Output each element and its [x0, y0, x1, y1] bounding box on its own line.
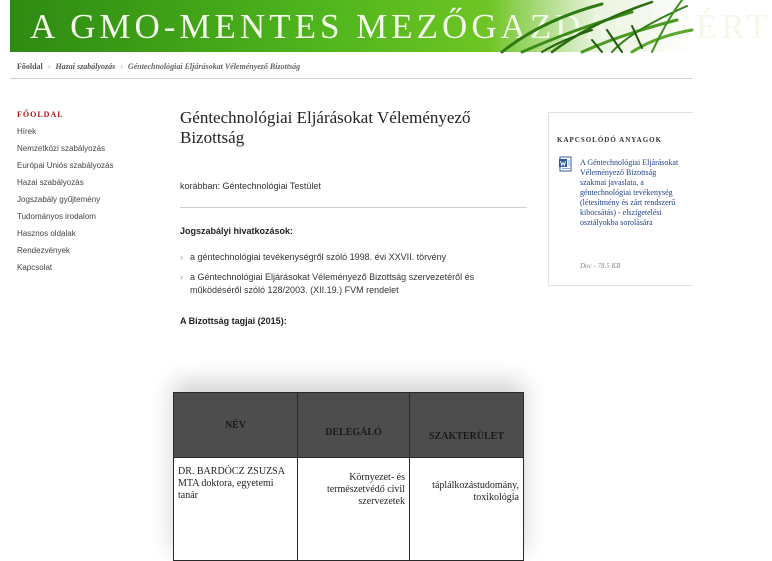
nav-item-hazai[interactable]: Hazai szabályozás [17, 178, 84, 187]
legal-references-heading: Jogszabályi hivatkozások: [180, 226, 294, 236]
nav-item-kapcsolat[interactable]: Kapcsolat [17, 263, 53, 272]
member-field: táplálkozástudomány, toxikológia [410, 458, 524, 561]
members-table [173, 392, 524, 561]
column-header-delegate: DELEGÁLÓ [298, 393, 410, 458]
nav-item-hirek[interactable]: Hírek [17, 127, 37, 136]
related-document-meta: Doc - 78.5 KB [580, 262, 621, 270]
related-materials-box [548, 112, 693, 286]
nav-item-nemzetkozi[interactable]: Nemzetközi szabályozás [17, 144, 106, 153]
table-row [174, 458, 524, 561]
left-navigation [17, 110, 114, 280]
related-materials-heading: KAPCSOLÓDÓ ANYAGOK [557, 136, 663, 144]
column-header-name: NÉV [174, 393, 298, 458]
breadcrumb [17, 62, 300, 71]
breadcrumb-hazai-link[interactable]: Hazai szabályozás [55, 62, 116, 71]
page-title: Géntechnológiai Eljárásokat Véleményező Bizottság [180, 108, 471, 147]
leaves-decoration [482, 0, 692, 52]
table-header-row [174, 393, 524, 458]
member-delegate: Környezet- és természetvédő civil szervezetek [298, 458, 410, 561]
breadcrumb-home-link[interactable]: Főoldal [17, 62, 43, 71]
page-subtitle: korábban: Géntechnológiai Testület [180, 181, 321, 191]
legal-reference-item: › a Géntechnológiai Eljárásokat Véleményező Bizottság szervezetéről és működéséről szóló 128/2003. (XII.19.) FVM rendelet [180, 271, 525, 297]
word-document-icon [559, 156, 573, 172]
breadcrumb-current: Géntechnológiai Eljárásokat Véleményező Bizottság [127, 62, 301, 71]
nav-item-jogszabaly[interactable]: Jogszabály gyűjtemény [17, 195, 101, 204]
breadcrumb-separator: › [120, 62, 123, 71]
nav-home-heading[interactable]: FŐOLDAL [17, 110, 64, 119]
breadcrumb-separator: › [47, 62, 51, 71]
nav-item-tudomanyos[interactable]: Tudományos irodalom [17, 212, 96, 221]
column-header-field: SZAKTERÜLET [410, 393, 524, 458]
member-name: DR. BARDÓCZ ZSUZSA [178, 466, 285, 477]
nav-item-rendezvenyek[interactable]: Rendezvények [17, 246, 70, 255]
site-banner[interactable] [10, 0, 772, 52]
members-heading: A Bizottság tagjai (2015): [180, 316, 287, 326]
header-divider [10, 78, 692, 79]
member-cell [174, 458, 298, 561]
nav-item-hasznos[interactable]: Hasznos oldalak [17, 229, 76, 238]
nav-item-europai-unios[interactable]: Európai Uniós szabályozás [17, 161, 114, 170]
main-content [180, 108, 530, 326]
site-title[interactable]: A GMO-MENTES MEZŐGAZDASÁGÉRT [30, 7, 772, 46]
content-divider [180, 207, 527, 208]
member-title: MTA doktora, egyetemi tanár [178, 478, 274, 501]
legal-reference-item: › a géntechnológiai tevékenységről szóló 1998. évi XXVII. törvény [180, 251, 525, 264]
related-document-link[interactable]: A Géntechnológiai Eljárásokat Véleményező Bizottság szakmai javaslata, a géntechnológiai tevékenység (létesítmény és zárt rendszerű kibocsátás) - elszigetelési osztályokba sorolására [580, 158, 679, 227]
legal-references-list [180, 251, 525, 304]
